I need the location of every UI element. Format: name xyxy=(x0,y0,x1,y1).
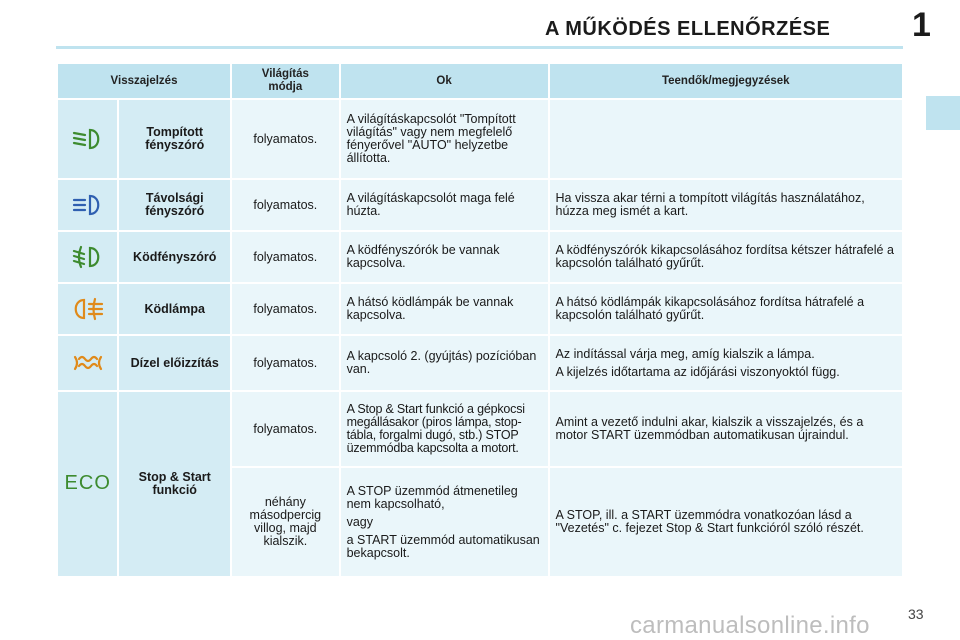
indicator-notes: A STOP, ill. a START üzemmódra vonatkozóan lásd a "Vezetés" c. fejezet Stop & Start funkcióról szóló részét. xyxy=(550,468,902,576)
table-row xyxy=(58,336,902,390)
indicator-cause: A világításkapcsolót maga felé húzta. xyxy=(341,180,548,230)
indicator-mode: folyamatos. xyxy=(232,336,339,390)
dipped-beam-icon xyxy=(58,100,117,178)
indicator-notes: Ha vissza akar térni a tompított világítás használatához, húzza meg ismét a kart. xyxy=(550,180,902,230)
indicator-mode: folyamatos. xyxy=(232,180,339,230)
table-header-row xyxy=(58,64,902,98)
page-title: A MŰKÖDÉS ELLENŐRZÉSE xyxy=(545,18,831,40)
eco-icon xyxy=(58,392,117,576)
indicator-notes: A hátsó ködlámpák kikapcsolásához fordítsa hátrafelé a kapcsolón található gyűrűt. xyxy=(550,284,902,334)
cause-paragraph: vagy xyxy=(346,514,373,529)
table-row xyxy=(58,284,902,334)
indicator-cause: A hátsó ködlámpák be vannak kapcsolva. xyxy=(341,284,548,334)
column-header-indicator: Visszajelzés xyxy=(58,64,230,98)
column-header-cause: Ok xyxy=(341,64,548,98)
indicator-notes: A ködfényszórók kikapcsolásához fordítsa kétszer hátrafelé a kapcsolón található gyűrűt. xyxy=(550,232,902,282)
table-row xyxy=(58,100,902,178)
page-number: 33 xyxy=(908,606,924,622)
indicator-mode: folyamatos. xyxy=(232,284,339,334)
chapter-tab xyxy=(926,96,960,130)
indicator-name: Stop & Start funkció xyxy=(119,392,230,576)
indicator-notes xyxy=(550,100,902,178)
indicator-cause: A kapcsoló 2. (gyújtás) pozícióban van. xyxy=(341,336,548,390)
indicator-mode: folyamatos. xyxy=(232,232,339,282)
chapter-number: 1 xyxy=(912,6,931,44)
indicator-mode: néhány másodpercig villog, majd kialszik. xyxy=(232,468,339,576)
watermark: carmanualsonline.info xyxy=(630,612,870,639)
header-rule xyxy=(56,46,903,49)
indicator-name: Tompított fényszóró xyxy=(119,100,230,178)
indicator-name: Távolsági fényszóró xyxy=(119,180,230,230)
table-row xyxy=(58,392,902,466)
indicator-mode: folyamatos. xyxy=(232,100,339,178)
eco-icon-label: ECO xyxy=(64,471,111,494)
indicator-table xyxy=(56,62,904,578)
note-paragraph: A kijelzés időtartama az időjárási viszonyoktól függ. xyxy=(555,364,840,379)
table-row xyxy=(58,232,902,282)
cause-paragraph: A STOP üzemmód átmenetileg nem kapcsolható, xyxy=(346,483,518,511)
front-fog-icon xyxy=(58,232,117,282)
glow-plug-icon xyxy=(58,336,117,390)
table-row xyxy=(58,180,902,230)
rear-fog-icon xyxy=(58,284,117,334)
cause-paragraph: a START üzemmód automatikusan bekapcsolt. xyxy=(346,532,540,560)
indicator-cause xyxy=(341,468,548,576)
indicator-name: Ködfényszóró xyxy=(119,232,230,282)
indicator-notes: Amint a vezető indulni akar, kialszik a visszajelzés, és a motor START üzemmódban automatikusan újraindul. xyxy=(550,392,902,466)
main-beam-icon xyxy=(58,180,117,230)
column-header-notes: Teendők/megjegyzések xyxy=(550,64,902,98)
indicator-name: Dízel előizzítás xyxy=(119,336,230,390)
column-header-mode: Világítás módja xyxy=(232,64,339,98)
indicator-name: Ködlámpa xyxy=(119,284,230,334)
indicator-mode: folyamatos. xyxy=(232,392,339,466)
indicator-cause: A Stop & Start funkció a gépkocsi megállásakor (piros lámpa, stop-tábla, forgalmi dugó, stb.) STOP üzemmódba kapcsolta a motort. xyxy=(341,392,548,466)
indicator-cause: A világításkapcsolót "Tompított világítás" vagy nem megfelelő fényerővel "AUTO" helyzetbe állította. xyxy=(341,100,548,178)
note-paragraph: Az indítással várja meg, amíg kialszik a lámpa. xyxy=(555,346,815,361)
indicator-notes xyxy=(550,336,902,390)
indicator-cause: A ködfényszórók be vannak kapcsolva. xyxy=(341,232,548,282)
